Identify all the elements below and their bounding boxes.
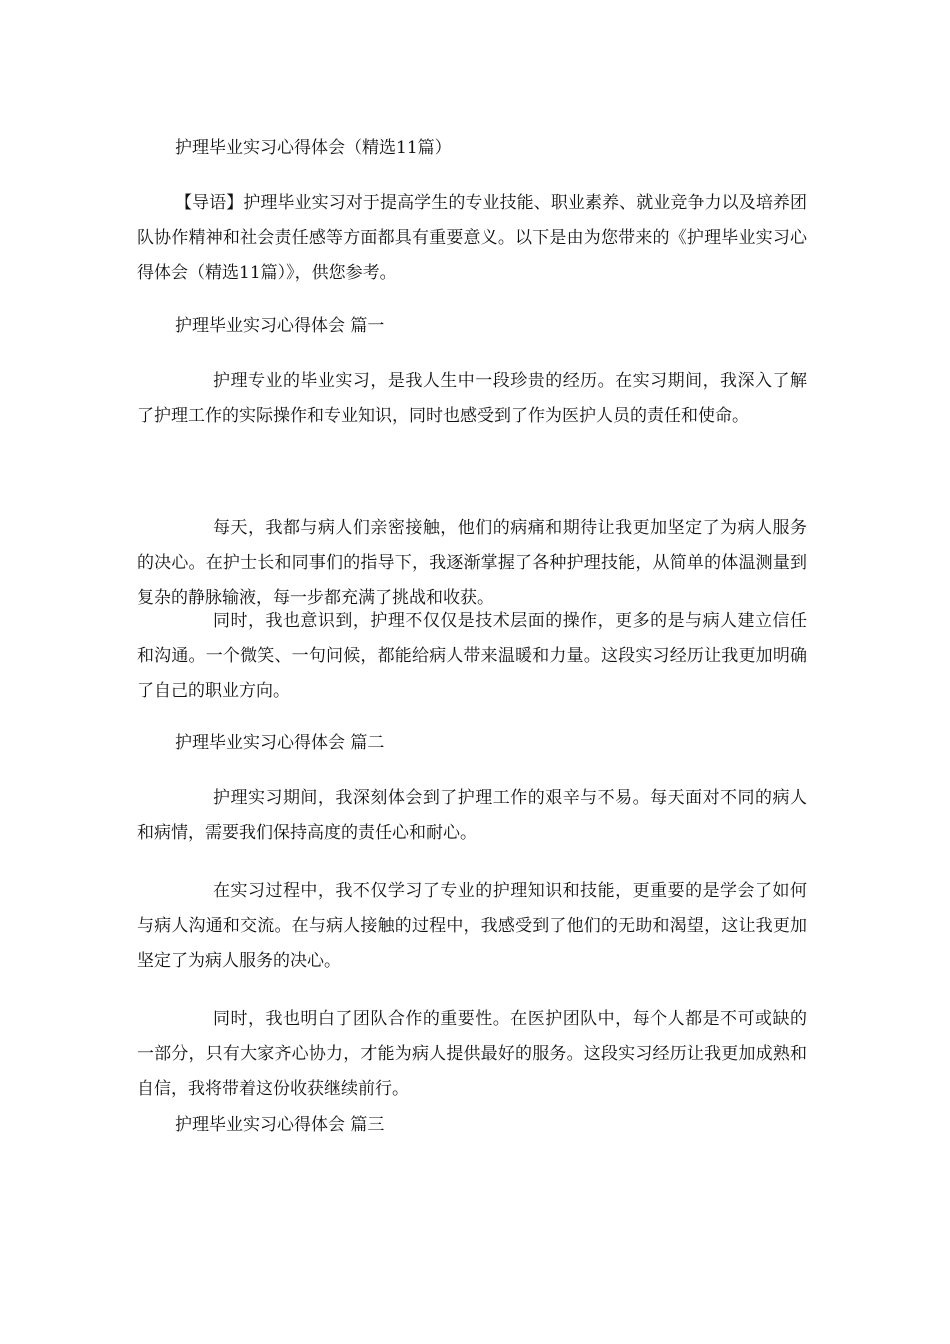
section-1-paragraph-3: 同时，我也意识到，护理不仅仅是技术层面的操作，更多的是与病人建立信任和沟通。一个微笑、一句问候，都能给病人带来温暖和力量。这段实习经历让我更加明确了自己的职业方向。 [137,611,807,701]
section-heading-3: 护理毕业实习心得体会 篇三 [175,1115,385,1135]
document-title: 护理毕业实习心得体会（精选11篇） [175,138,452,158]
section-1-paragraph-1: 护理专业的毕业实习，是我人生中一段珍贵的经历。在实习期间，我深入了解了护理工作的实际操作和专业知识，同时也感受到了作为医护人员的责任和使命。 [137,371,807,426]
section-1-paragraph-2: 每天，我都与病人们亲密接触，他们的病痛和期待让我更加坚定了为病人服务的决心。在护士长和同事们的指导下，我逐渐掌握了各种护理技能，从简单的体温测量到复杂的静脉输液，每一步都充满了挑战和收获。 [137,518,807,608]
section-2-paragraph-2: 在实习过程中，我不仅学习了专业的护理知识和技能，更重要的是学会了如何与病人沟通和交流。在与病人接触的过程中，我感受到了他们的无助和渴望，这让我更加坚定了为病人服务的决心。 [137,881,807,971]
section-heading-1: 护理毕业实习心得体会 篇一 [175,316,385,336]
intro-paragraph: 【导语】护理毕业实习对于提高学生的专业技能、职业素养、就业竞争力以及培养团队协作精神和社会责任感等方面都具有重要意义。以下是由为您带来的《护理毕业实习心得体会（精选11篇）》，供您参考。 [137,193,807,283]
section-2-paragraph-1: 护理实习期间，我深刻体会到了护理工作的艰辛与不易。每天面对不同的病人和病情，需要我们保持高度的责任心和耐心。 [137,788,807,843]
section-2-paragraph-3: 同时，我也明白了团队合作的重要性。在医护团队中，每个人都是不可或缺的一部分，只有大家齐心协力，才能为病人提供最好的服务。这段实习经历让我更加成熟和自信，我将带着这份收获继续前行。 [137,1009,807,1099]
section-heading-2: 护理毕业实习心得体会 篇二 [175,733,385,753]
